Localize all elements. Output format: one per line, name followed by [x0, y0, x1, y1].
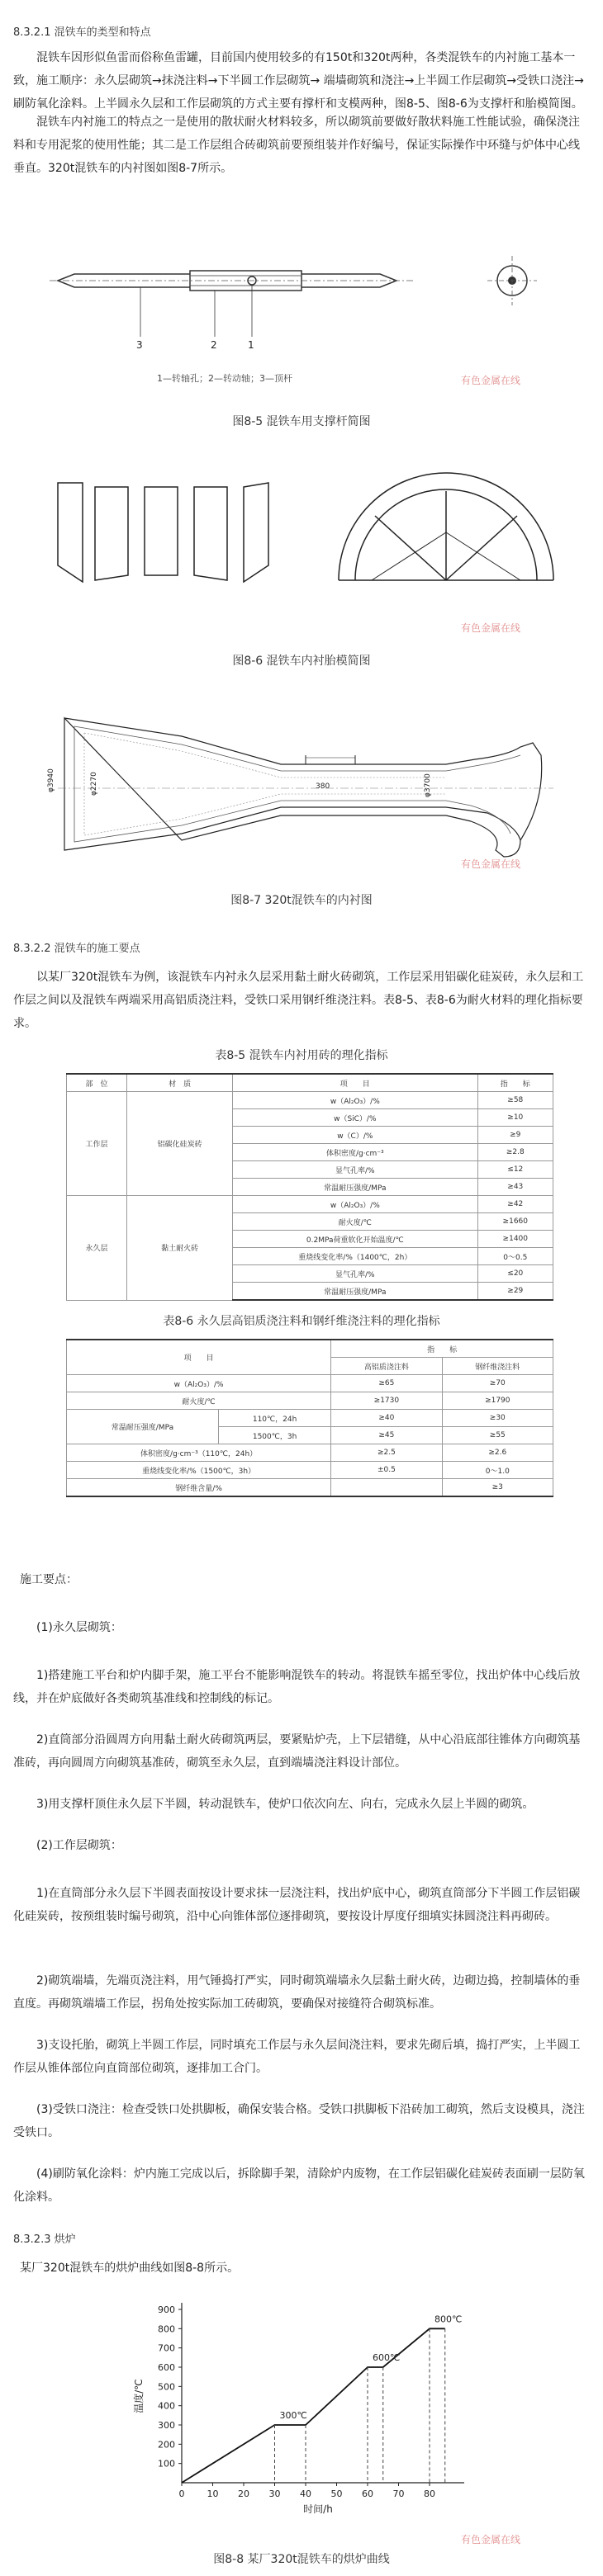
watermark: 有色金属在线 [461, 375, 521, 386]
figure-caption: 图8-7 320t混铁车的内衬图 [230, 894, 373, 907]
watermark: 有色金属在线 [461, 2534, 521, 2545]
table-cell: w（SiC）/% [233, 1109, 478, 1127]
table-row [67, 1479, 553, 1497]
y-tick-label: 600 [158, 2362, 175, 2373]
table-cell: 0～0.5 [477, 1248, 553, 1265]
table-cell: 显气孔率/% [233, 1161, 478, 1179]
column-header: 项 目 [67, 1340, 331, 1375]
x-tick-label: 20 [238, 2489, 249, 2499]
y-tick-label: 100 [158, 2458, 175, 2470]
watermark: 有色金属在线 [461, 858, 521, 870]
table-cell: ≥9 [477, 1127, 553, 1144]
figure-legend: 1—转轴孔；2—转动轴；3—顶杆 [157, 373, 292, 384]
table-cell: 常温耐压强度/MPa [233, 1179, 478, 1196]
table-cell: w（Al₂O₃）/% [67, 1375, 331, 1392]
table-header-row [67, 1340, 553, 1358]
table-cell: ≥3 [442, 1479, 553, 1497]
callout-3: 3 [136, 339, 143, 351]
figure-caption: 图8-8 某厂320t混铁车的烘炉曲线 [213, 2553, 390, 2566]
paragraph: 2)直筒部分沿圆周方向用黏土耐火砖砌筑两层，要紧贴炉壳，上下层错缝，从中心沿底部往锥体方向砌筑基准砖，再向圆周方向砌筑基准砖，砌筑至永久层，直到端墙浇注料设计部位。 [13, 1733, 581, 1770]
table-cell: 体积密度/g·cm⁻³（110℃，24h） [67, 1444, 331, 1462]
dimension-label: φ2270 [90, 772, 98, 796]
table-cell: 0.2MPa荷重软化开始温度/℃ [233, 1231, 478, 1248]
x-tick-label: 70 [392, 2489, 405, 2499]
table-cell: ±0.5 [331, 1462, 442, 1479]
x-tick-label: 0 [178, 2489, 185, 2499]
table-cell: ≥30 [442, 1410, 553, 1427]
y-tick-label: 500 [158, 2381, 175, 2393]
table-cell: ≥1400 [477, 1231, 553, 1248]
table-row [67, 1410, 553, 1427]
table-cell: ≥1790 [442, 1392, 553, 1410]
table-cell-material: 铝碳化硅炭砖 [127, 1092, 233, 1196]
paragraph: 某厂320t混铁车的烘炉曲线如图8-8所示。 [20, 2262, 240, 2275]
table-cell: ≥2.8 [477, 1144, 553, 1161]
column-header: 钢纤维浇注料 [442, 1358, 553, 1375]
y-tick-label: 400 [158, 2400, 175, 2412]
table-row [67, 1444, 553, 1462]
table-title: 表8-6 永久层高铝质浇注料和钢纤维浇注料的理化指标 [163, 1315, 440, 1328]
paragraph: 以某厂320t混铁车为例，该混铁车内衬永久层采用黏土耐火砖砌筑，工作层采用铝碳化硅炭砖，永久层和工作层之间以及混铁车两端采用高铝质浇注料，受铁口采用钢纤维浇注料。表8-5、表8-6为耐火材料的理化指标要求。 [13, 971, 584, 1030]
watermark: 有色金属在线 [461, 622, 521, 634]
table-8-6 [66, 1339, 553, 1497]
table-cell: w（C）/% [233, 1127, 478, 1144]
table-row [67, 1392, 553, 1410]
callout-1: 1 [248, 339, 254, 351]
x-tick-label: 40 [300, 2489, 311, 2499]
table-cell: ≥2.5 [331, 1444, 442, 1462]
y-axis-label: 温度/℃ [133, 2379, 145, 2413]
table-cell: ≤20 [477, 1265, 553, 1283]
table-cell: 1500℃，3h [218, 1427, 330, 1444]
table-cell: 常温耐压强度/MPa [233, 1283, 478, 1301]
table-cell: ≤12 [477, 1161, 553, 1179]
table-cell: 体积密度/g·cm⁻³ [233, 1144, 478, 1161]
figure-caption: 图8-5 混铁车用支撑杆简图 [232, 415, 371, 428]
x-tick-label: 10 [207, 2489, 219, 2499]
table-cell: ≥45 [331, 1427, 442, 1444]
figure-8-7-diagram [47, 710, 570, 867]
table-cell-part: 工作层 [67, 1092, 127, 1196]
x-tick-label: 80 [424, 2489, 435, 2499]
paragraph: 1)搭建施工平台和炉内脚手架，施工平台不能影响混铁车的转动。将混铁车摇至零位，找出炉体中心线后放线，并在炉底做好各类砌筑基准线和控制线的标记。 [13, 1669, 581, 1705]
table-cell [331, 1479, 442, 1497]
table-cell: ≥29 [477, 1283, 553, 1301]
paragraph: 2)砌筑端墙，先端页浇注料，用气锤捣打严实，同时砌筑端墙永久层黏土耐火砖，边砌边捣，控制墙体的垂直度。再砌筑端墙工作层，拐角处按实际加工砖砌筑，要确保对接缝符合砌筑标准。 [13, 1974, 581, 2011]
table-cell: ≥55 [442, 1427, 553, 1444]
y-tick-label: 700 [158, 2342, 175, 2354]
column-header: 项 目 [233, 1074, 478, 1092]
x-axis-label: 时间/h [303, 2503, 333, 2515]
paragraph: (3)受铁口浇注：检查受铁口处拱脚板，确保安装合格。受铁口拱脚板下沿砖加工砌筑，然后支设模具，浇注受铁口。 [13, 2103, 585, 2139]
section-heading: 8.3.2.2 混铁车的施工要点 [13, 943, 140, 955]
table-cell: ≥10 [477, 1109, 553, 1127]
y-tick-label: 300 [158, 2420, 175, 2431]
table-cell: 0～1.0 [442, 1462, 553, 1479]
paragraph: (4)刷防氧化涂料：炉内施工完成以后，拆除脚手架，清除炉内废物，在工作层铝碳化硅炭砖表面刷一层防氧化涂料。 [13, 2167, 585, 2204]
section-heading: 8.3.2.3 烘炉 [13, 2233, 76, 2246]
table-cell: ≥70 [442, 1375, 553, 1392]
dimension-label: 380 [316, 782, 330, 791]
column-header: 高铝质浇注料 [331, 1358, 442, 1375]
paragraph: 混铁车因形似鱼雷而俗称鱼雷罐，目前国内使用较多的有150t和320t两种，各类混铁车的内衬施工基本一致，施工顺序：永久层砌筑→抹浇注料→下半圆工作层砌筑→ 端墙砌筑和浇注→上半圆工作层砌筑→受铁口浇注→刷防氧化涂料。上半圆永久层和工作层砌筑的方式主要有撑杆和支模两种，图8-5、图8-6为支撑杆和胎模简图。 [13, 51, 584, 111]
paragraph: (1)永久层砌筑： [36, 1621, 122, 1634]
table-cell: ≥43 [477, 1179, 553, 1196]
table-cell: ≥42 [477, 1196, 553, 1213]
figure-8-6-diagram [58, 483, 553, 590]
paragraph: 3)支设托胎，砌筑上半圆工作层，同时填充工作层与永久层间浇注料，要求先砌后填，捣打严实，上半圆工作层从锥体部位向直筒部位砌筑，逐排加工合门。 [13, 2039, 581, 2075]
data-annotation: 300℃ [279, 2410, 307, 2421]
table-row [67, 1196, 553, 1213]
x-tick-label: 60 [362, 2489, 373, 2499]
table-cell: 重烧线变化率/%（1500℃，3h） [67, 1462, 331, 1479]
data-annotation: 800℃ [434, 2314, 463, 2325]
y-tick-label: 900 [158, 2304, 175, 2315]
table-cell: 耐火度/℃ [233, 1213, 478, 1231]
y-tick-label: 200 [158, 2439, 175, 2451]
table-title: 表8-5 混铁车内衬用砖的理化指标 [215, 1049, 388, 1062]
paragraph: (2)工作层砌筑： [36, 1839, 122, 1852]
table-cell: w（Al₂O₃）/% [233, 1196, 478, 1213]
x-tick-label: 30 [268, 2489, 281, 2499]
column-header: 指 标 [331, 1340, 553, 1358]
table-cell: 110℃，24h [218, 1410, 330, 1427]
table-cell: ≥1730 [331, 1392, 442, 1410]
table-row [67, 1092, 553, 1109]
y-tick-label: 800 [158, 2323, 175, 2335]
table-8-5 [66, 1073, 553, 1301]
data-annotation: 600℃ [373, 2352, 401, 2363]
paragraph: 1)在直筒部分永久层下半圆表面按设计要求抹一层浇注料，找出炉底中心，砌筑直筒部分下半圆工作层铝碳化硅炭砖，按预组装时编号砌筑，沿中心向锥体部位逐排砌筑，要按设计厚度仔细填实抹圆浇注料再砌砖。 [13, 1887, 581, 1923]
table-cell: 耐火度/℃ [67, 1392, 331, 1410]
table-cell-part: 永久层 [67, 1196, 127, 1301]
paragraph: 混铁车内衬施工的特点之一是使用的散状耐火材料较多，所以砌筑前要做好散状料施工性能试验，确保浇注料和专用泥浆的使用性能；其二是工作层组合砖砌筑前要预组装并作好编号，保证实际操作中环缝与炉体中心线垂直。320t混铁车的内衬图如图8-7所示。 [13, 116, 580, 175]
section-heading: 8.3.2.1 混铁车的类型和特点 [13, 26, 151, 39]
table-cell: 钢纤维含量/% [67, 1479, 331, 1497]
table-cell-material: 黏土耐火砖 [127, 1196, 233, 1301]
figure-caption: 图8-6 混铁车内衬胎模简图 [232, 655, 371, 668]
table-cell: w（Al₂O₃）/% [233, 1092, 478, 1109]
table-cell: ≥40 [331, 1410, 442, 1427]
heating-curve-line [182, 2328, 445, 2483]
paragraph: 3)用支撑杆顶住永久层下半圆，转动混铁车，使炉口依次向左、向右，完成永久层上半圆的砌筑。 [36, 1798, 534, 1811]
x-tick-label: 50 [330, 2489, 343, 2499]
paragraph: 施工要点： [20, 1573, 78, 1586]
callout-2: 2 [211, 339, 217, 351]
table-cell: ≥65 [331, 1375, 442, 1392]
heating-curve-chart [124, 2293, 504, 2532]
table-cell: 常温耐压强度/MPa [67, 1410, 219, 1444]
table-row [67, 1462, 553, 1479]
table-cell: ≥2.6 [442, 1444, 553, 1462]
column-header: 部 位 [67, 1074, 127, 1092]
column-header: 指 标 [477, 1074, 553, 1092]
column-header: 材 质 [127, 1074, 233, 1092]
table-cell: 显气孔率/% [233, 1265, 478, 1283]
dimension-label: φ3700 [424, 773, 432, 797]
dimension-label: φ3940 [47, 768, 55, 792]
table-row [67, 1375, 553, 1392]
table-cell: ≥1660 [477, 1213, 553, 1231]
table-header-row [67, 1074, 553, 1092]
table-cell: 重烧线变化率/%（1400℃，2h） [233, 1248, 478, 1265]
table-cell: ≥58 [477, 1092, 553, 1109]
